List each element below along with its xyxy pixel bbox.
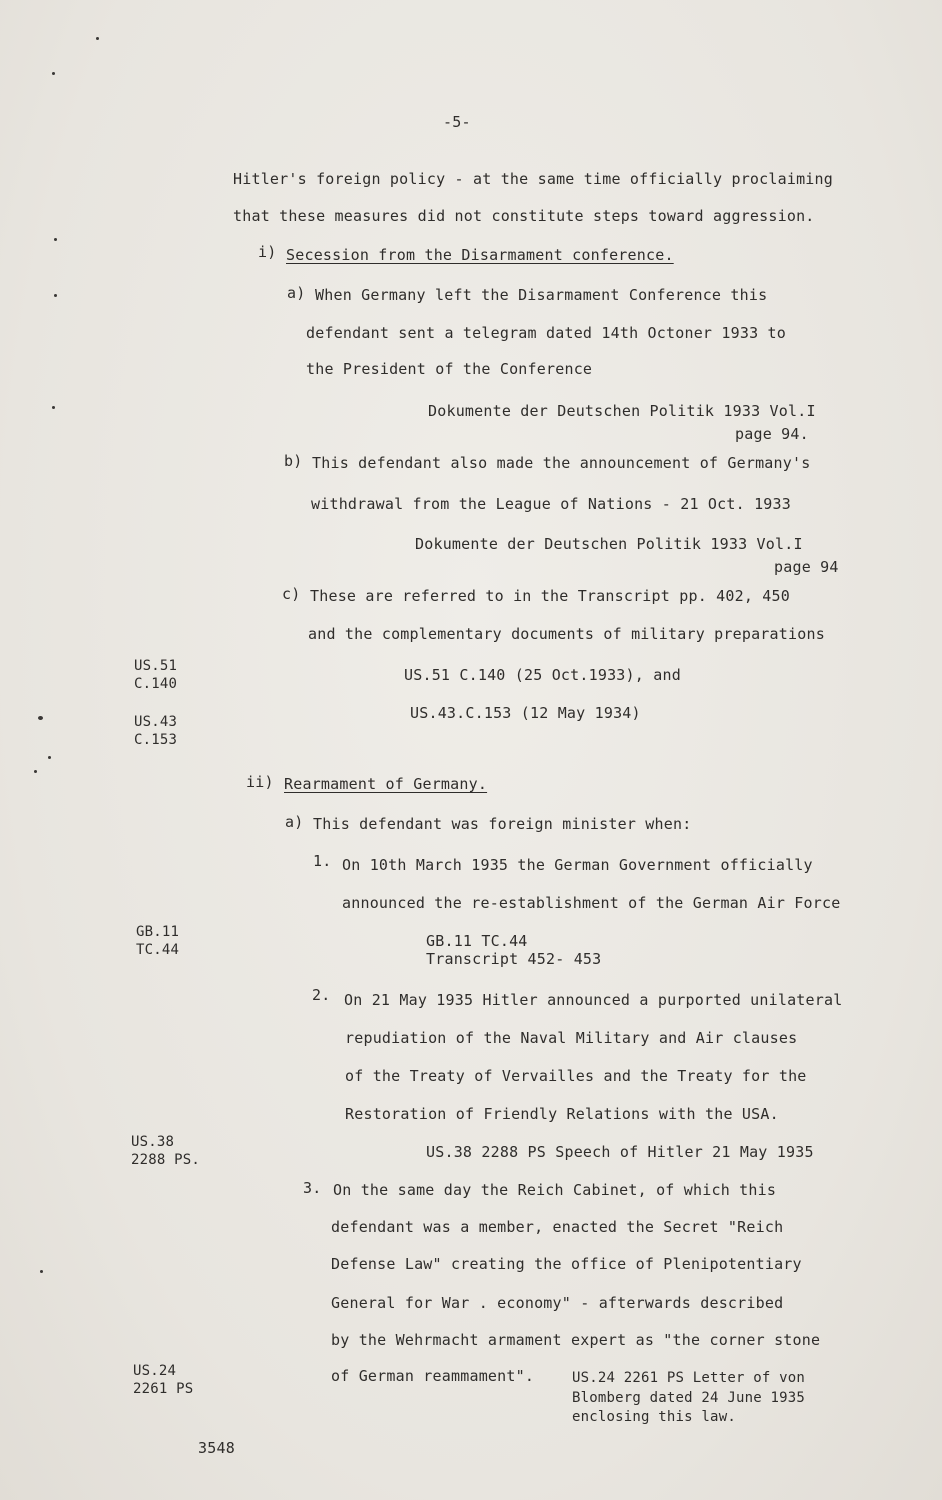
margin-note-line: GB.11	[136, 924, 180, 940]
margin-note-line: 2288 PS.	[131, 1152, 201, 1168]
point-1-line-2: announced the re-establishment of the German Air Force	[342, 894, 841, 912]
margin-note-line: C.140	[134, 676, 178, 692]
item-i-c-label: c)	[282, 585, 301, 603]
item-i-a-citation-1: Dokumente der Deutschen Politik 1933 Vol.I	[428, 402, 816, 420]
section-i-label: i)	[258, 243, 277, 261]
intro-line-2: that these measures did not constitute steps toward aggression.	[233, 207, 815, 225]
point-3-line-4: General for War . economy" - afterwards described	[331, 1294, 784, 1312]
point-1-line-1: On 10th March 1935 the German Government officially	[342, 856, 813, 874]
item-i-a-citation-2: page 94.	[735, 425, 809, 443]
section-ii-heading: Rearmament of Germany.	[284, 775, 488, 793]
speck	[52, 406, 55, 409]
item-i-a-line-1: When Germany left the Disarmament Conference this	[315, 286, 768, 304]
point-2-line-1: On 21 May 1935 Hitler announced a purported unilateral	[344, 991, 843, 1009]
point-3-citation-1: US.24 2261 PS Letter of von	[572, 1370, 805, 1386]
item-i-b-citation-1: Dokumente der Deutschen Politik 1933 Vol.I	[415, 535, 803, 553]
intro-line-1: Hitler's foreign policy - at the same time officially proclaiming	[233, 170, 833, 188]
item-i-a-line-3: the President of the Conference	[306, 360, 593, 378]
point-1-citation-1: GB.11 TC.44	[426, 932, 528, 950]
point-3-label: 3.	[303, 1179, 322, 1197]
item-i-b-line-1: This defendant also made the announcement of Germany's	[312, 454, 811, 472]
speck	[40, 1270, 43, 1273]
speck	[34, 770, 37, 773]
point-2-citation: US.38 2288 PS Speech of Hitler 21 May 1935	[426, 1144, 814, 1161]
item-ii-a-text: This defendant was foreign minister when:	[313, 815, 692, 833]
item-i-c-line-3: US.51 C.140 (25 Oct.1933), and	[404, 666, 681, 684]
margin-note	[131, 1133, 200, 1169]
page-number: -5-	[443, 113, 471, 131]
margin-note	[134, 657, 177, 693]
margin-note-line: US.51	[134, 658, 178, 674]
item-i-c-line-2: and the complementary documents of military preparations	[308, 625, 825, 643]
speck	[52, 72, 55, 75]
point-2-line-2: repudiation of the Naval Military and Air clauses	[345, 1029, 798, 1047]
item-i-c-line-4: US.43.C.153 (12 May 1934)	[410, 704, 641, 722]
margin-note-line: US.24	[133, 1363, 177, 1379]
point-3-citation-3: enclosing this law.	[572, 1409, 736, 1425]
point-1-citation-2: Transcript 452- 453	[426, 950, 602, 968]
point-3-line-3: Defense Law" creating the office of Plenipotentiary	[331, 1255, 802, 1273]
speck	[54, 238, 57, 241]
point-3-line-2: defendant was a member, enacted the Secret "Reich	[331, 1218, 784, 1236]
item-i-b-label: b)	[284, 452, 303, 470]
margin-note-line: US.43	[134, 714, 178, 730]
point-2-line-3: of the Treaty of Vervailles and the Treaty for the	[345, 1067, 807, 1085]
point-2-label: 2.	[312, 986, 331, 1004]
margin-note-line: 2261 PS	[133, 1381, 194, 1397]
footer-number: 3548	[198, 1439, 235, 1457]
item-i-b-line-2: withdrawal from the League of Nations - 21 Oct. 1933	[311, 495, 791, 513]
point-2-line-4: Restoration of Friendly Relations with the USA.	[345, 1105, 779, 1123]
speck	[54, 294, 57, 297]
margin-note-line: US.38	[131, 1134, 175, 1150]
margin-note	[133, 1362, 193, 1398]
item-ii-a-label: a)	[285, 813, 304, 831]
margin-note-line: TC.44	[136, 942, 180, 958]
point-3-line-6: of German reammament".	[331, 1367, 535, 1385]
section-i-heading: Secession from the Disarmament conference.	[286, 246, 674, 264]
point-3-citation-2: Blomberg dated 24 June 1935	[572, 1390, 805, 1406]
item-i-a-line-2: defendant sent a telegram dated 14th Octoner 1933 to	[306, 324, 786, 342]
point-1-label: 1.	[313, 852, 332, 870]
item-i-b-citation-2: page 94	[774, 558, 839, 576]
margin-note	[134, 713, 177, 749]
section-ii-label: ii)	[246, 773, 274, 791]
margin-note-line: C.153	[134, 732, 178, 748]
margin-note	[136, 923, 179, 959]
point-3-line-1: On the same day the Reich Cabinet, of which this	[333, 1181, 777, 1199]
speck	[48, 756, 51, 759]
speck	[38, 716, 43, 720]
item-i-c-line-1: These are referred to in the Transcript pp. 402, 450	[310, 587, 790, 605]
speck	[96, 37, 99, 40]
point-3-line-5: by the Wehrmacht armament expert as "the corner stone	[331, 1331, 821, 1349]
item-i-a-label: a)	[287, 284, 306, 302]
